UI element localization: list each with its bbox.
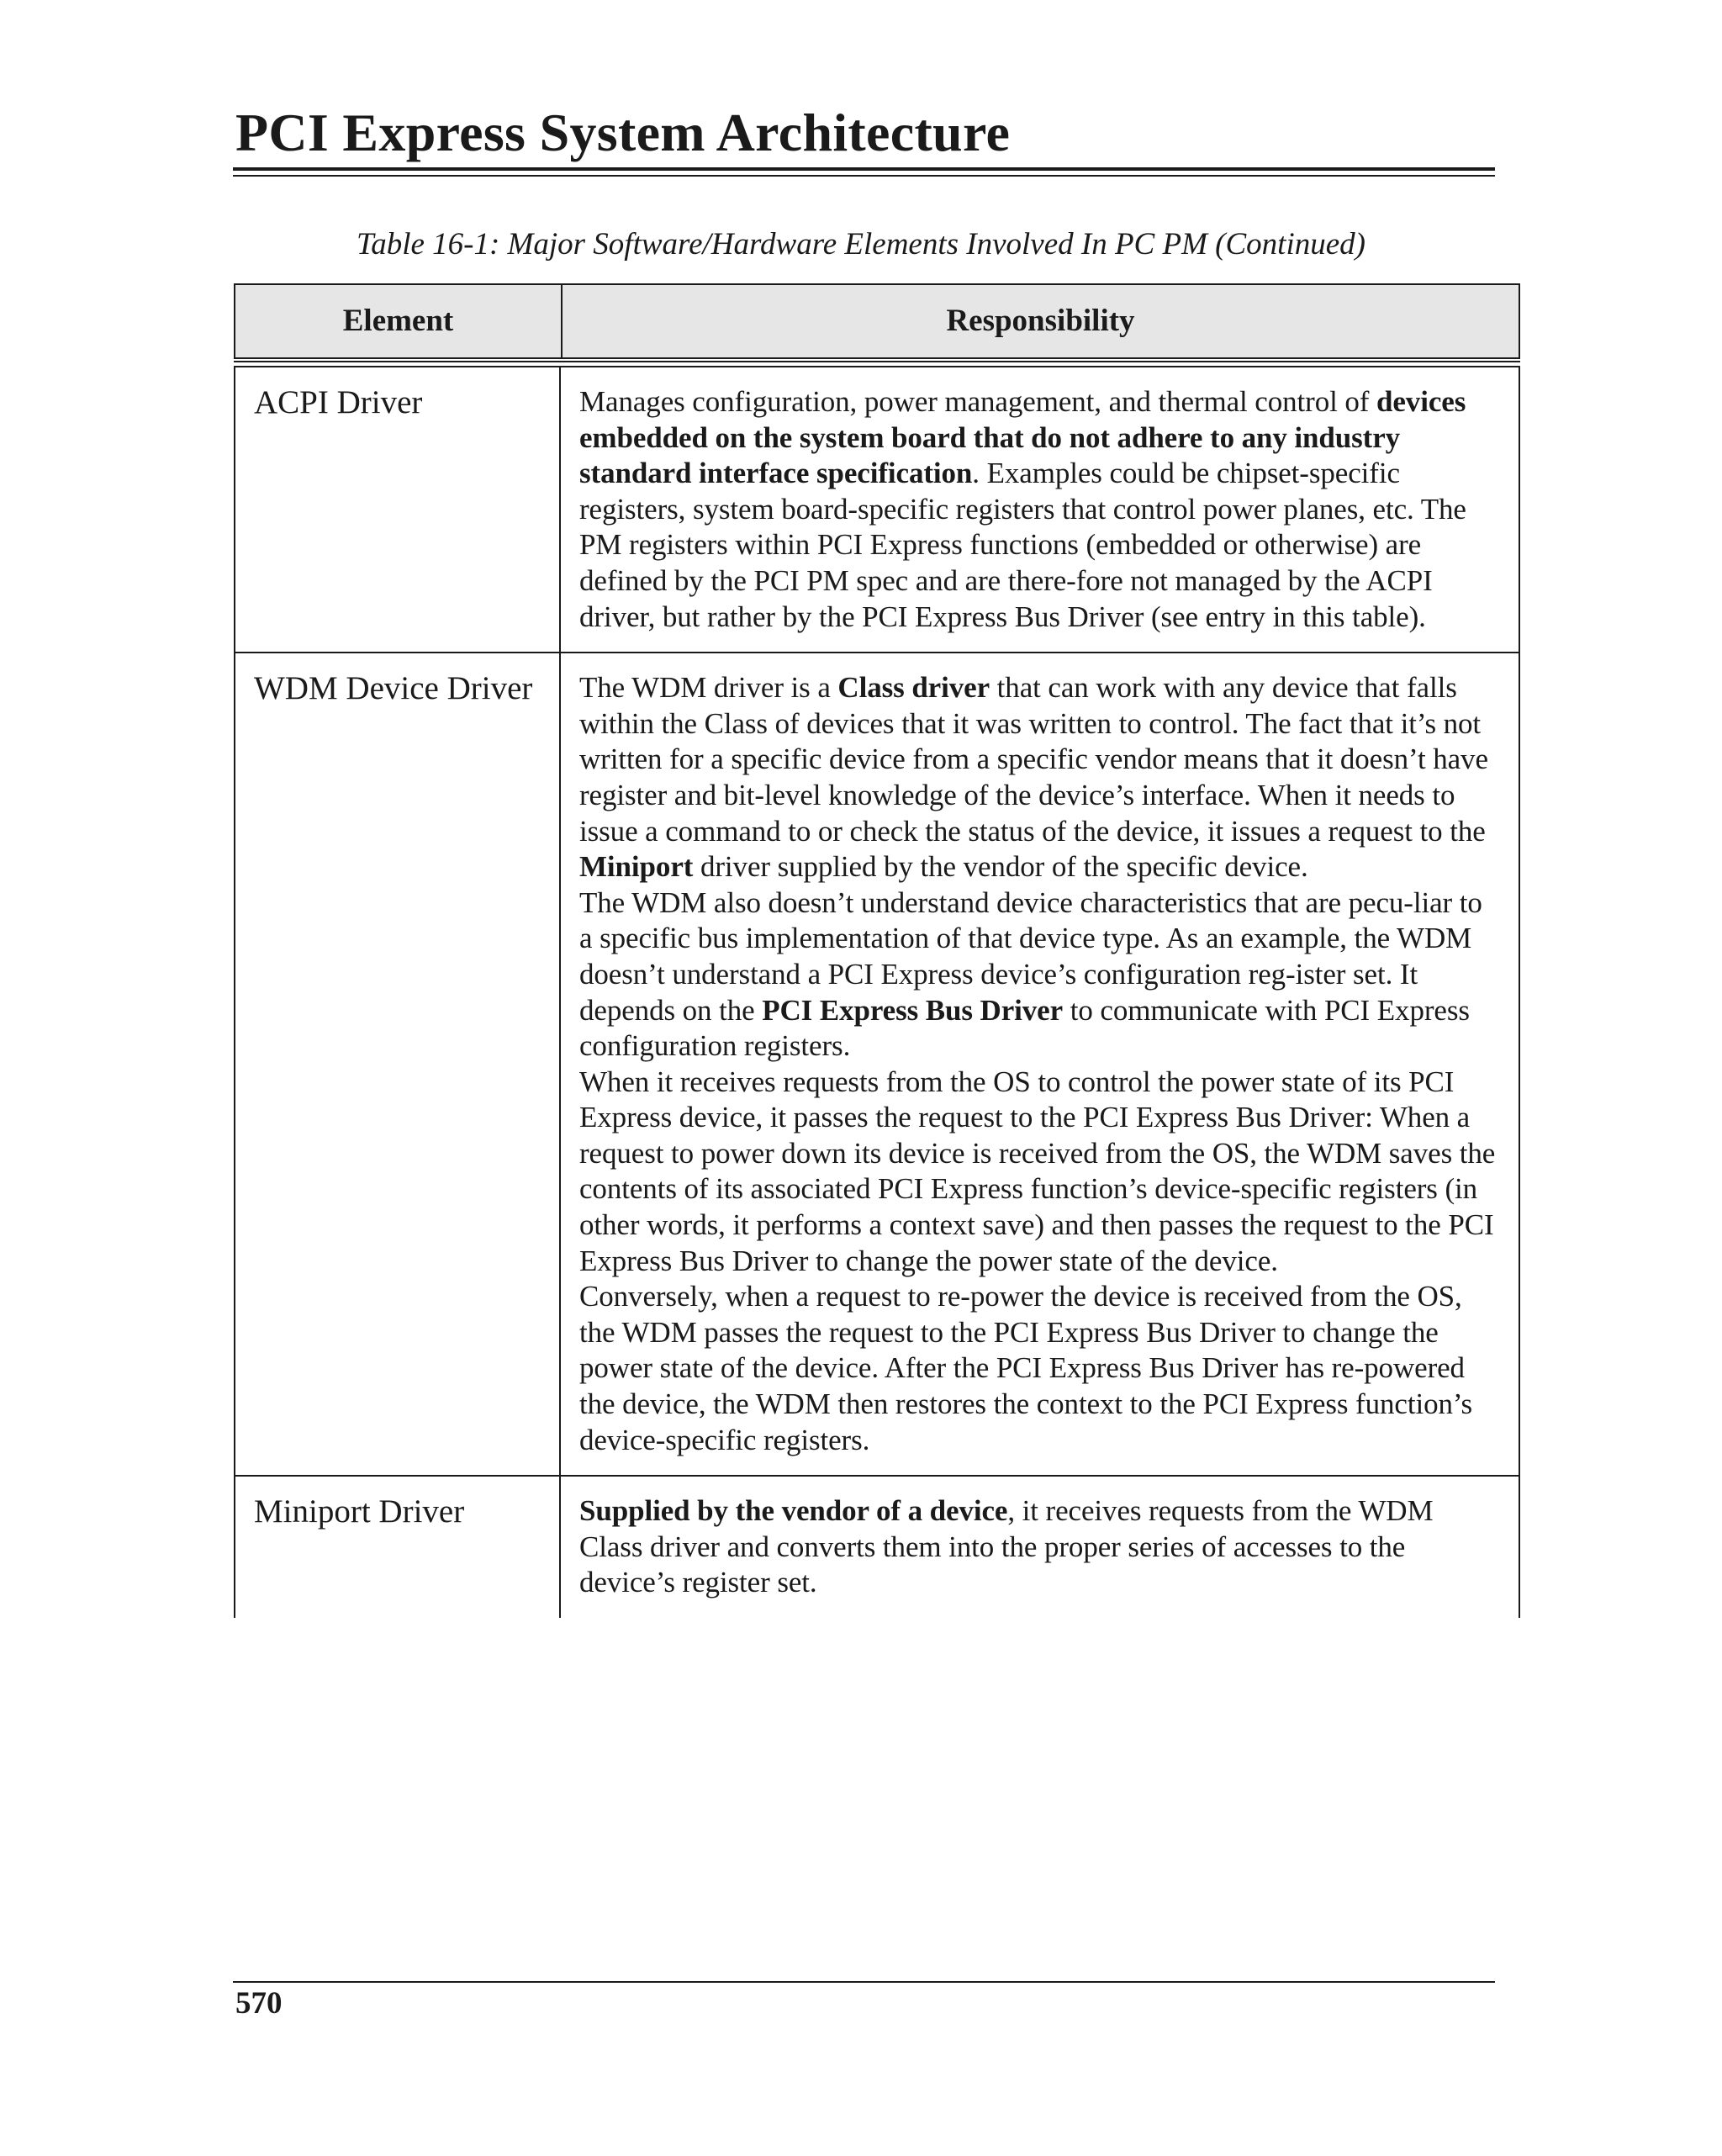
text-run: The WDM also doesn’t understand device characteristics that are pecu-liar to a specific bus implementation of that device type. As an example, the WDM doesn’t understand a PCI Express device’s configuration reg-ister set. It depends on the	[579, 885, 1482, 1027]
footer-rule	[233, 1981, 1495, 1983]
responsibility-paragraph	[579, 1493, 1502, 1601]
table-header-row	[234, 283, 1520, 359]
running-header-title: PCI Express System Architecture	[235, 103, 1011, 162]
column-header-element: Element	[342, 304, 454, 338]
responsibility-paragraph	[579, 384, 1502, 635]
bold-text-run: Miniport	[579, 850, 694, 884]
element-cell: ACPI Driver	[235, 367, 561, 652]
header-rule-thin	[233, 175, 1495, 177]
responsibility-paragraph	[579, 1279, 1502, 1458]
page-number: 570	[235, 1986, 283, 2021]
element-cell: Miniport Driver	[235, 1477, 561, 1618]
table-body	[234, 367, 1520, 1618]
responsibility-cell	[561, 367, 1519, 652]
table-row	[235, 1477, 1519, 1618]
column-header-responsibility: Responsibility	[946, 304, 1135, 338]
responsibility-cell	[561, 653, 1519, 1475]
header-rule	[233, 167, 1495, 171]
responsibility-cell	[561, 1477, 1519, 1618]
text-run: Conversely, when a request to re-power the device is received from the OS, the WDM passes the request to the PCI Express Bus Driver to change the power state of the device. After the PCI Express Bus Driver has re-powered the device, the WDM then restores the context to the PCI Express function’s device-specific registers.	[579, 1280, 1473, 1456]
header-double-rule	[234, 361, 1520, 362]
text-run: When it receives requests from the OS to control the power state of its PCI Express device, it passes the request to the PCI Express Bus Driver: When a request to power down its device is received from the OS, the WDM saves the contents of its associated PCI Express function’s device-specific registers (in other words, it performs a context save) and then passes the request to the PCI Express Bus Driver to change the power state of the device.	[579, 1065, 1496, 1277]
text-run: that can work with any device that falls within the Class of devices that it was written to control. The fact that it’s not written for a specific device from a specific vendor means that it doesn’t have register and bit-level knowledge of the device’s interface. When it needs to issue a command to or check the status of the device, it issues a request to the	[579, 671, 1488, 848]
table-row	[235, 367, 1519, 653]
responsibility-paragraph	[579, 885, 1502, 1065]
text-run: The WDM driver is a	[579, 671, 838, 705]
bold-text-run: Class driver	[837, 671, 990, 705]
text-run: driver supplied by the vendor of the specific device.	[693, 850, 1308, 884]
bold-text-run: Supplied by the vendor of a device	[579, 1494, 1008, 1528]
text-run: . Examples could be chipset-specific registers, system board-specific registers that control power planes, etc. The PM registers within PCI Express functions (embedded or otherwise) are defined by the PCI PM spec and are there-fore not managed by the ACPI driver, but rather by the PCI Express Bus Driver (see entry in this table).	[579, 457, 1466, 633]
element-cell: WDM Device Driver	[235, 653, 561, 1475]
responsibility-paragraph	[579, 1065, 1502, 1280]
text-run: to communicate with PCI Express configuration registers.	[579, 993, 1470, 1063]
bold-text-run: devices embedded on the system board that do not adhere to any industry standard interface specification	[579, 385, 1466, 490]
responsibility-paragraph	[579, 670, 1502, 885]
bold-text-run: PCI Express Bus Driver	[762, 993, 1064, 1027]
table-caption: Table 16-1: Major Software/Hardware Elements Involved In PC PM (Continued)	[357, 227, 1365, 262]
text-run: , it receives requests from the WDM Class driver and converts them into the proper series of accesses to the device’s register set.	[579, 1494, 1434, 1599]
text-run: Manages configuration, power management, and thermal control of	[579, 385, 1376, 418]
table-row	[235, 653, 1519, 1477]
